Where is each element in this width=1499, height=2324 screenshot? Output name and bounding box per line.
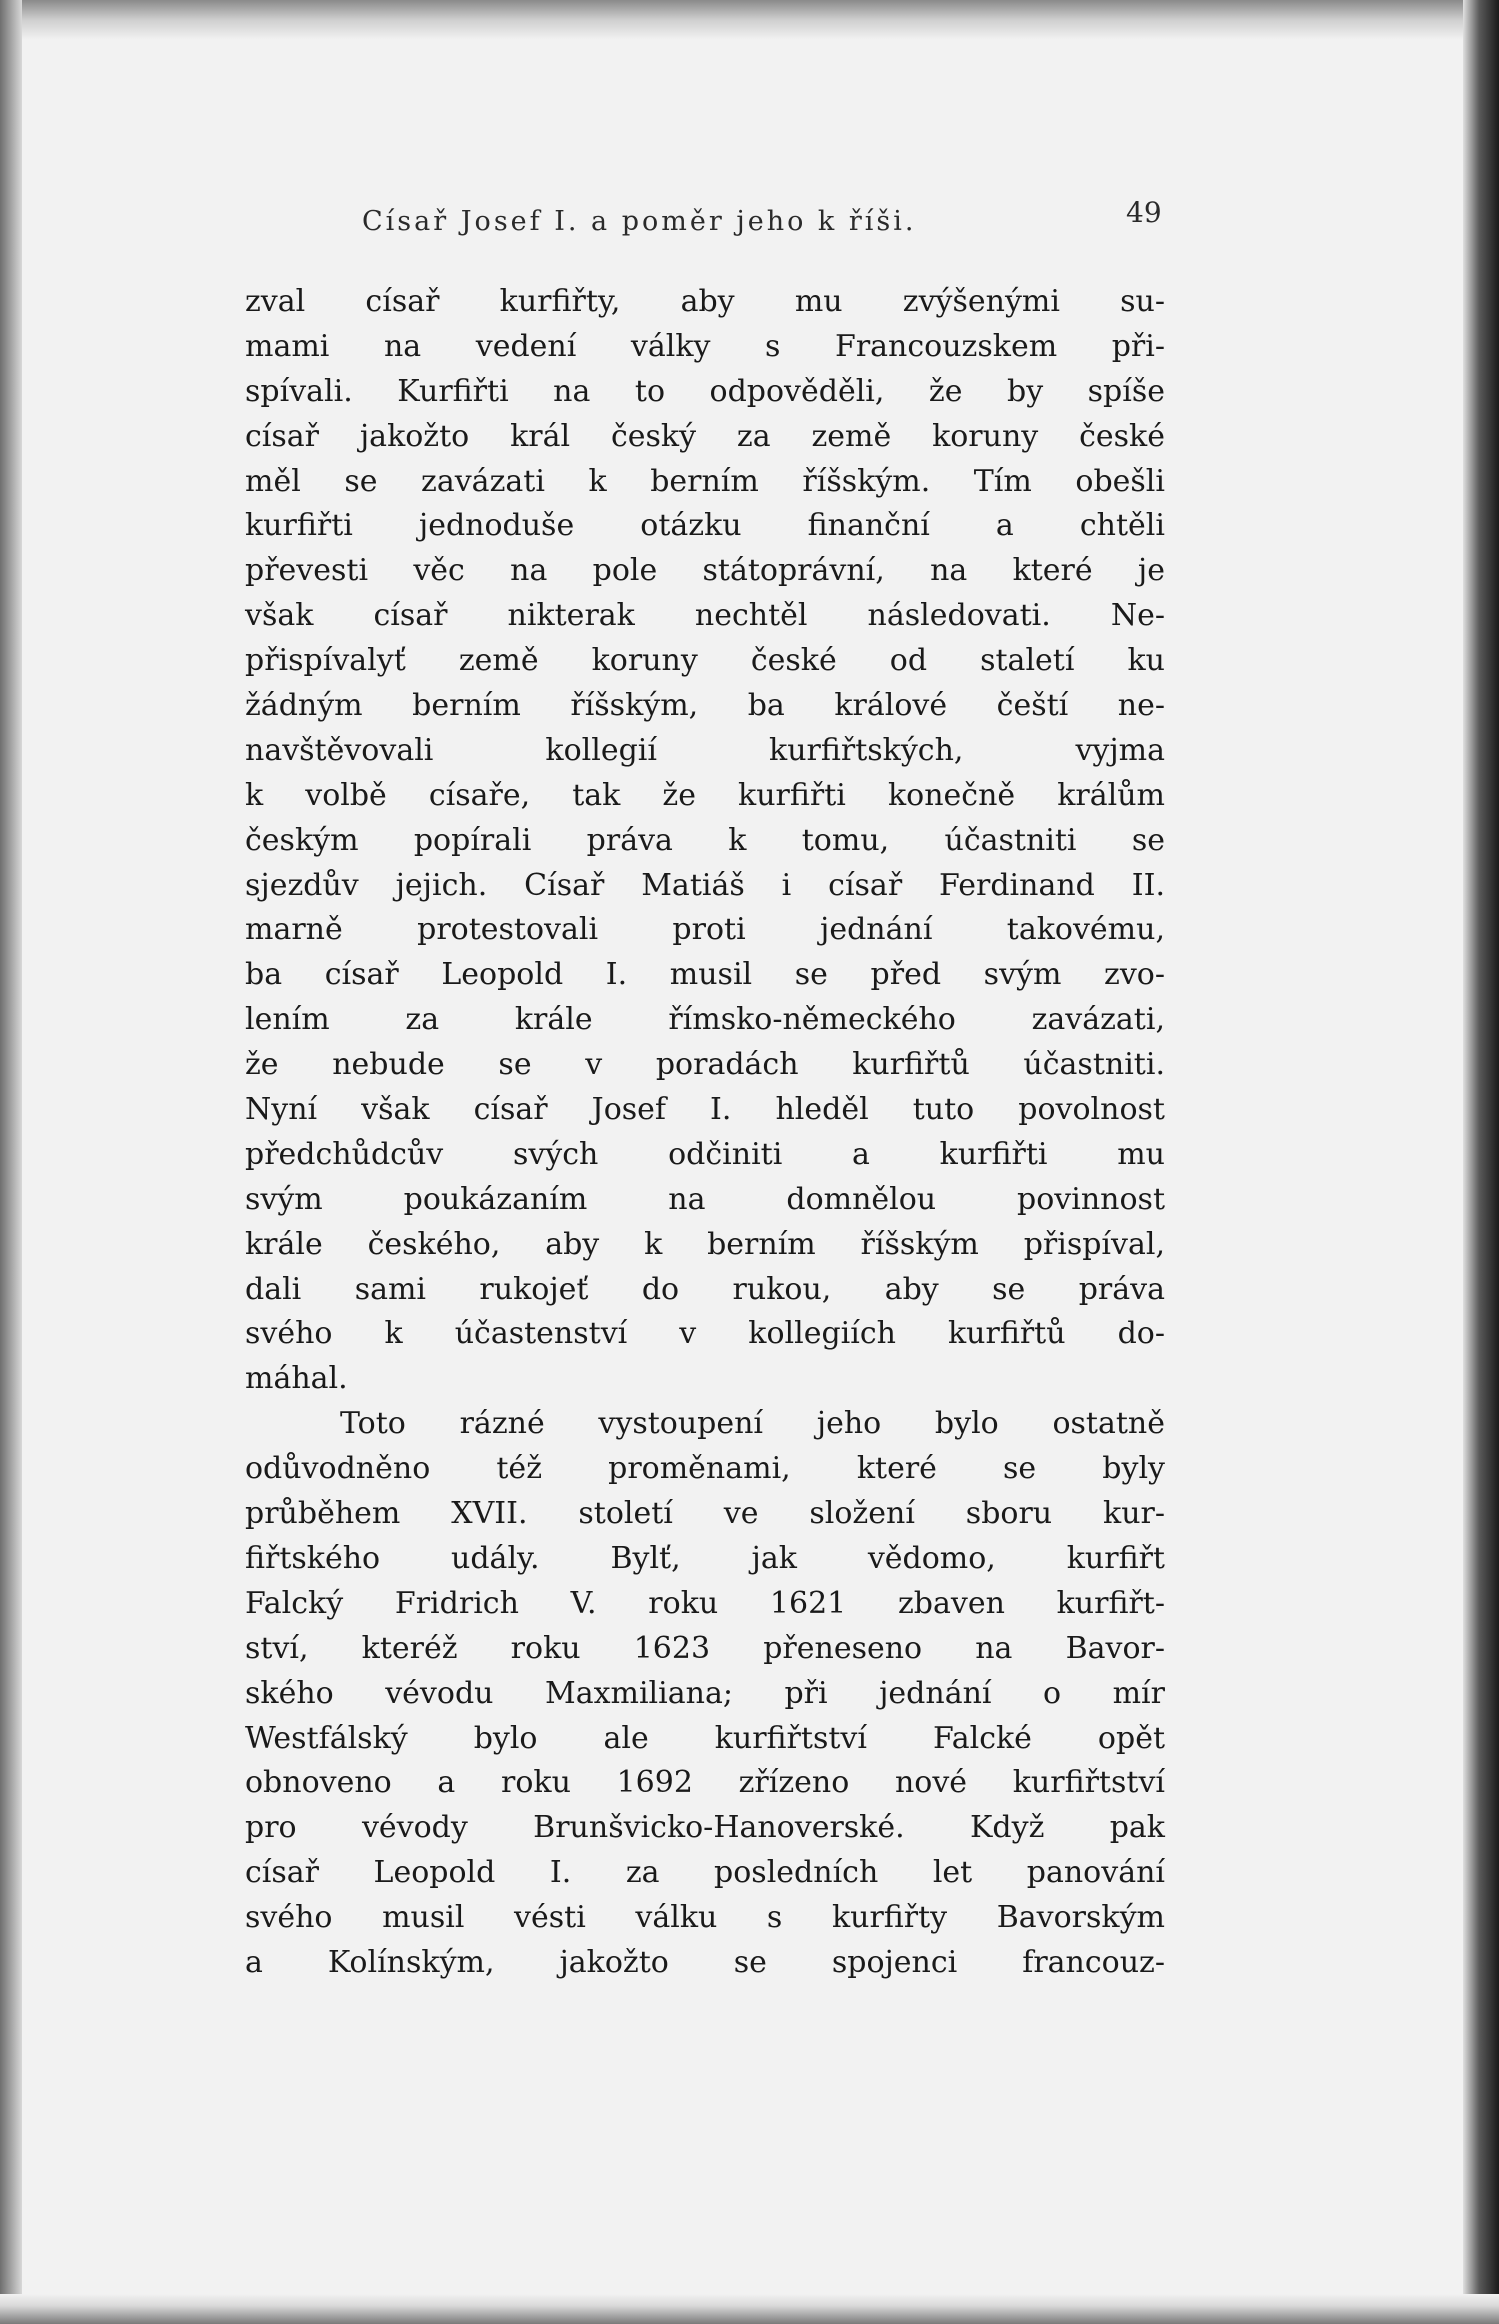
text-line: fiřtského udály. Bylť, jak vědomo, kurfiřt <box>245 1540 1165 1576</box>
text-line: odůvodněno též proměnami, které se byly <box>245 1451 1165 1487</box>
text-line: mami na vedení války s Francouzskem při- <box>245 328 1165 364</box>
text-line: žádným berním říšským, ba králové čeští ne- <box>245 688 1165 724</box>
text-line: ství, kteréž roku 1623 přeneseno na Bavor- <box>245 1630 1165 1666</box>
text-line: Falcký Fridrich V. roku 1621 zbaven kurfiřt- <box>245 1585 1165 1621</box>
text-line: sjezdův jejich. Císař Matiáš i císař Ferdinand II. <box>245 867 1165 903</box>
paragraph-2 <box>245 1402 1165 1986</box>
text-line: ba císař Leopold I. musil se před svým zvo- <box>245 957 1165 993</box>
text-line: že nebude se v poradách kurfiřtů účastniti. <box>245 1047 1165 1083</box>
text-line: průběhem XVII. století ve složení sboru kur- <box>245 1496 1165 1532</box>
text-line: lením za krále římsko-německého zavázati, <box>245 1002 1165 1038</box>
text-line: českým popírali práva k tomu, účastniti se <box>245 822 1165 858</box>
running-title: Císař Josef I. a poměr jeho k říši. <box>362 206 917 237</box>
text-line: císař Leopold I. za posledních let panování <box>245 1855 1165 1891</box>
scan-edge-right <box>1463 0 1499 2324</box>
page-header <box>250 196 1250 244</box>
text-line: svého k účastenství v kollegiích kurfiřtů do- <box>245 1316 1165 1352</box>
text-line: marně protestovali proti jednání takovému, <box>245 912 1165 948</box>
text-line: Westfálský bylo ale kurfiřtství Falcké opět <box>245 1720 1165 1756</box>
text-line: kurfiřti jednoduše otázku finanční a chtěli <box>245 508 1165 544</box>
text-line: přispívalyť země koruny české od staletí ku <box>245 643 1165 679</box>
text-line: svým poukázaním na domnělou povinnost <box>245 1181 1165 1217</box>
text-line: Toto rázné vystoupení jeho bylo ostatně <box>340 1406 1165 1442</box>
text-line: k volbě císaře, tak že kurfiřti konečně králům <box>245 777 1165 813</box>
scan-edge-bottom <box>0 2294 1499 2324</box>
text-line: dali sami rukojeť do rukou, aby se práva <box>245 1271 1165 1307</box>
text-line: předchůdcův svých odčiniti a kurfiřti mu <box>245 1136 1165 1172</box>
page-number: 49 <box>1126 196 1162 229</box>
text-line: císař jakožto král český za země koruny české <box>245 418 1165 454</box>
text-line: ského vévodu Maxmiliana; při jednání o mír <box>245 1675 1165 1711</box>
text-line: navštěvovali kollegií kurfiřtských, vyjma <box>245 732 1165 768</box>
text-line: převesti věc na pole státoprávní, na které je <box>245 553 1165 589</box>
paragraph-1 <box>245 280 1165 1402</box>
text-line: máhal. <box>245 1361 348 1397</box>
text-line: pro vévody Brunšvicko-Hanoverské. Když pak <box>245 1810 1165 1846</box>
body-text <box>245 280 1165 1986</box>
text-line: obnoveno a roku 1692 zřízeno nové kurfiřtství <box>245 1765 1165 1801</box>
text-line: svého musil vésti válku s kurfiřty Bavorským <box>245 1900 1165 1936</box>
text-line: zval císař kurfiřty, aby mu zvýšenými su- <box>245 284 1165 319</box>
text-line: však císař nikterak nechtěl následovati. Ne- <box>245 598 1165 634</box>
text-line: krále českého, aby k berním říšským přispíval, <box>245 1226 1165 1262</box>
text-line: a Kolínským, jakožto se spojenci francouz- <box>245 1944 1165 1980</box>
text-line: spívali. Kurfiřti na to odpověděli, že by spíše <box>245 373 1165 409</box>
scan-edge-top <box>0 0 1499 40</box>
scan-edge-left <box>0 0 22 2324</box>
text-line: měl se zavázati k berním říšským. Tím obešli <box>245 463 1165 499</box>
text-line: Nyní však císař Josef I. hleděl tuto povolnost <box>245 1092 1165 1128</box>
